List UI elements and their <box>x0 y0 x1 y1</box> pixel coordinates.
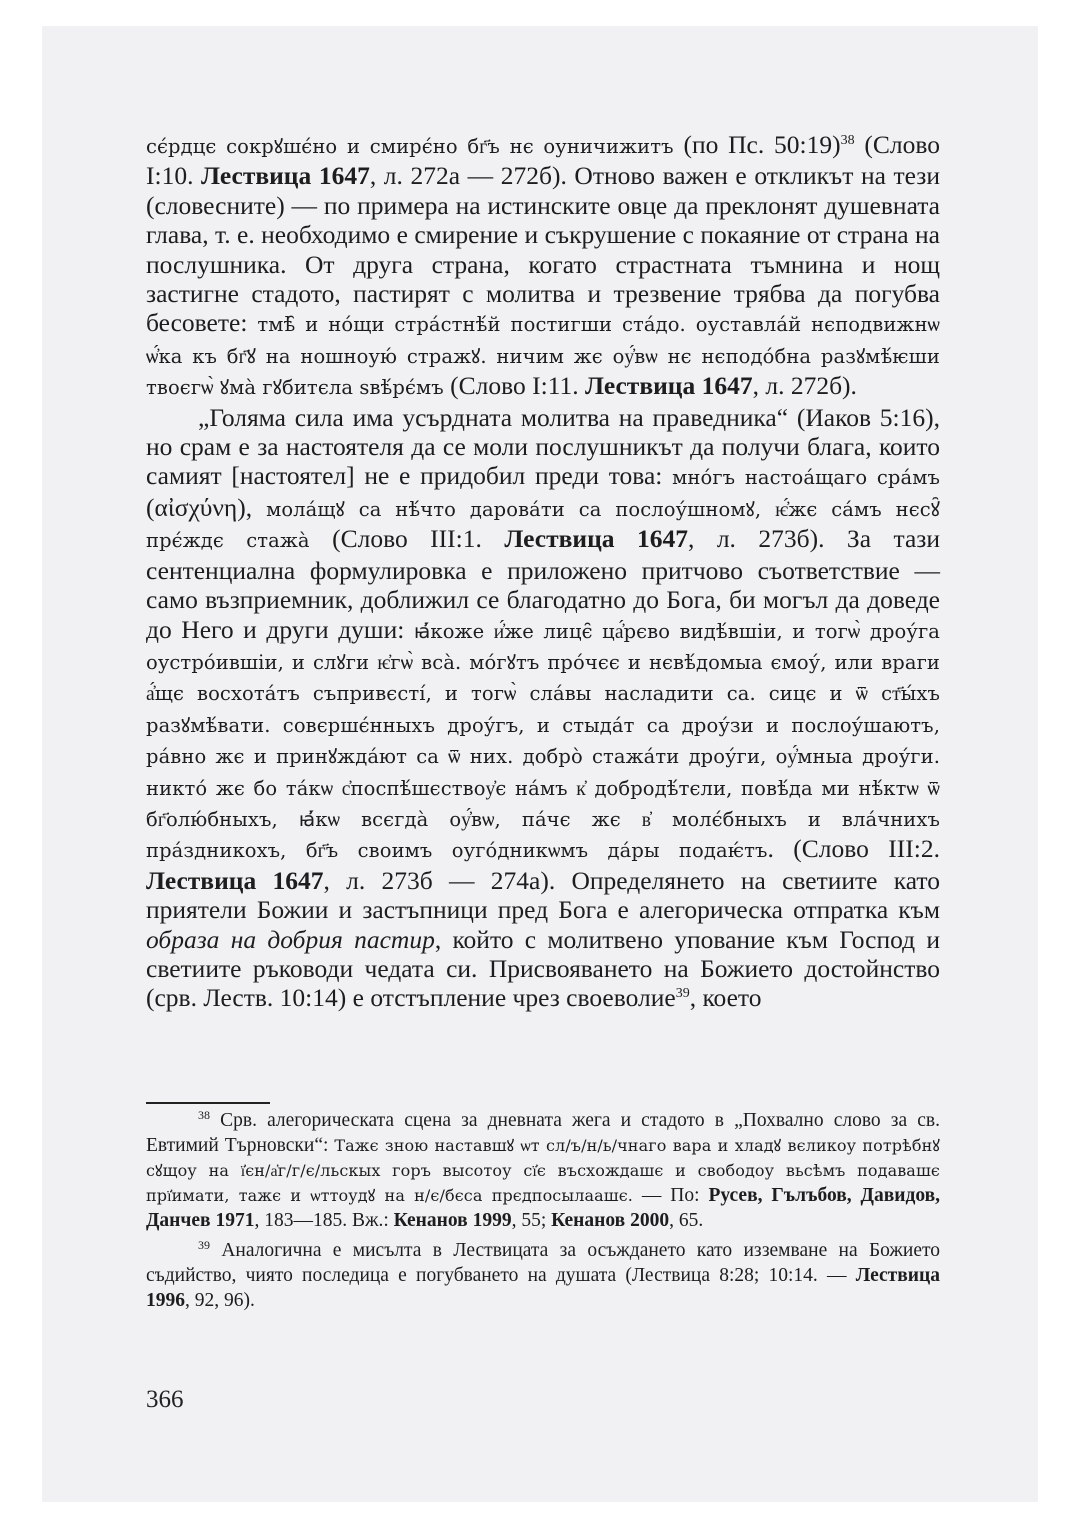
footnote-ref: 38 <box>198 1108 210 1122</box>
text-run: , което <box>689 983 762 1013</box>
text-run: образа на добрия пастир <box>146 924 435 954</box>
text-run: , 92, 96). <box>185 1290 255 1311</box>
text-run: , л. 273б — 274а). Определянето на светиите като приятели Божии и застъпници пред Бога е алегорическа отпратка към <box>146 865 940 925</box>
text-run: , л. 272а — 272б). Отново важен е откликът на тези (словесните) — по примера на истинските овце да преклонят душевната глава, т. е. необходимо е смирение и съкрушение с покаяние от страна на послушника. От друга страна, когато страстната тъмнина и нощ застигне стадото, пастирят с молитва и трезвение трябва да погубва бесовете: <box>146 161 940 338</box>
church-slavonic-quote: сє́рдцє сокрꙋшє́но и смирє́но бг҃ъ нє оуничижитъ <box>146 135 674 158</box>
text-run: Кенанов 1999 <box>393 1210 512 1231</box>
text-run: Кенанов 2000 <box>551 1210 670 1231</box>
text-run: . (Слово III:2. <box>767 834 940 864</box>
church-slavonic-quote: тмѣ̑ и но́щи стра́стнѣ́й постигши ста́до. оуставла́й нєподвижнѡ ѡ҆́ка къ бг҃ꙋ на ношноую́ стражꙋ. ничим жє оу҆́вѡ нє нєподо́бна разꙋмѣ́ѥши твоєгѡ̀ ꙋма̀ гꙋбитєла ѕвѣ́рє́мъ <box>146 313 940 400</box>
paragraph-1 <box>146 130 940 403</box>
text-run: — По: <box>632 1185 709 1206</box>
footnote-ref: 39 <box>198 1238 210 1252</box>
text-run: , който с молитвено упование към Господ и светиите ръководи чедата си. Присвояването на Божието достойнство (срв. Леств. 10:14) е отстъпление чрез своеволие <box>146 924 941 1013</box>
text-run: „Голяма сила има усърдната молитва на праведника“ (Иаков 5:16), но срам е за настоятеля да се моли послушникът да получи блага, които самият [настоятел] не е придобил преди това: <box>146 402 940 491</box>
footnote-ref: 38 <box>840 133 855 148</box>
footnote-38 <box>146 1108 940 1233</box>
page-number: 366 <box>146 1386 184 1413</box>
text-run: (Слово I:11. <box>443 371 586 401</box>
text-run: , л. 272б). <box>752 371 857 401</box>
text-run: Лествица 1647 <box>504 524 688 554</box>
church-slavonic-quote: мола́щꙋ са нѣ́что дарова́ти са послоу́шномꙋ, ѥ҆́жє са́мъ нєсꙋ̑ прє́ждє стажа̀ <box>146 497 940 553</box>
text-run: , 55; <box>511 1210 552 1231</box>
text-run: Лествица 1647 <box>201 161 370 191</box>
text-run: Лествица 1647 <box>146 865 324 895</box>
text-run: Лествица 1647 <box>585 371 753 401</box>
text-run: Аналогична е мисълта в Лествицата за осъждането като изземване на Божието съдийство, чиято последица е погубването на душата (Лествица 8:28; 10:14. — <box>146 1240 940 1286</box>
footnote-separator <box>146 1102 270 1104</box>
text-run: , 65. <box>669 1210 704 1231</box>
text-run: , 183—185. Вж.: <box>254 1210 394 1231</box>
paragraph-2 <box>146 403 940 1013</box>
footnotes <box>146 1108 940 1318</box>
text-run: Лествица 1996 <box>146 1265 940 1311</box>
church-slavonic-quote: Тажє зною наставшꙋ ѡт сл/ъ/н/ь/чнаго вара и хладꙋ вєликоу потрѣбнꙋ сꙋщоу на ї҆єн/а҆г/г/є/льскых горъ высотоу сї҆є въсхождашє и свободоу вьсѣмъ подавашє прї҆имати, тажє и ѡттоудꙋ на н/є/бєса прєдпосылаашє. <box>146 1136 940 1205</box>
footnote-ref: 39 <box>675 986 690 1002</box>
text-run: Русев, Гълъбов, Давидов, Данчев 1971 <box>146 1185 940 1231</box>
text-run: (αἰσχύνη), <box>146 492 267 522</box>
footnote-39 <box>146 1238 940 1313</box>
text-run: (Слово III:1. <box>309 524 505 554</box>
text-run: (Слово I:10. <box>146 130 940 191</box>
main-text <box>146 130 940 1013</box>
church-slavonic-quote: ꙗ҆́коже и҆́же лицє̑ ца҆́рєво видѣ́вшіи, и тогѡ̀ дроу́га оустро́ившіи, и слꙋги ѥ҆гѡ̀ вса̀. мо́гꙋтъ про́чєє и нєвѣ́домыа ємоу́, или враги а҆́щє восхота́тъ съпривєсті́, и тогѡ̀ сла́вы насладити са. сицє и ѿ ст҃ы́хъ разꙋмѣ́вати. совєршє́нныхъ дроу́гъ, и стыда́т са дроу́зи и послоу́шаютъ, ра́вно жє и принꙋжда́ют са ѿ них. добро̀ стажа́ти дроу́ги, оу҆́мныа дроу́ги. никто́ жє бо та́кѡ с҆поспѣ́шєствоу҆є на́мъ к҆ добродѣ́тєли, повѣ́да ми нѣ́ктѡ ѿ бг҃олю́бныхъ, ꙗ҆́кѡ всєгда̀ оу҆́вѡ, па́чє жє в҆ молє́бныхъ и вла́чнихъ пра́здникохъ, бг҃ъ своимъ оуго́дникѡмъ да́ры подаѥ́тъ <box>146 619 940 863</box>
church-slavonic-quote: мно́гъ настоа́щаго сра́мъ <box>672 466 940 490</box>
text-run: (по Пс. 50:19) <box>673 130 841 159</box>
text-run: , л. 273б). За тази сентенциална формулировка е приложено притчово съответствие — само възприемник, доближил се благодатно до Бога, би могъл да доведе до Него и други души: <box>146 524 940 644</box>
text-run: Срв. алегорическата сцена за дневната жега и стадото в „Похвално слово за св. Евтимий Търновски“: <box>146 1110 940 1156</box>
